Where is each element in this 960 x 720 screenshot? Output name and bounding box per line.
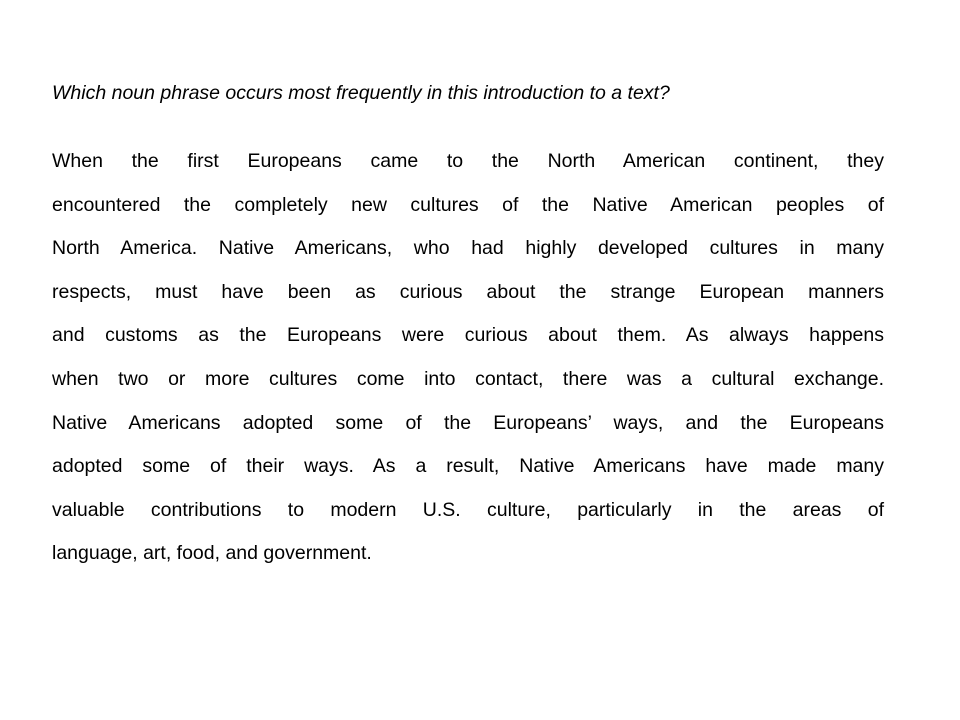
passage-paragraph [52,140,884,576]
passage-line: When the first Europeans came to the North American continent, they [52,150,884,172]
passage-line: encountered the completely new cultures of the Native American peoples of [52,193,884,216]
passage-line: North America. Native Americans, who had highly developed cultures in many [52,237,884,260]
question-text: Which noun phrase occurs most frequently in this introduction to a text? [52,82,670,104]
passage-line: adopted some of their ways. As a result, Native Americans have made many [52,455,884,478]
passage-line: and customs as the Europeans were curious about them. As always happens [52,324,884,347]
passage-line: when two or more cultures come into contact, there was a cultural exchange. [52,367,884,390]
passage-line: Native Americans adopted some of the Europeans’ ways, and the Europeans [52,411,884,434]
passage-line: valuable contributions to modern U.S. culture, particularly in the areas of [52,498,884,521]
passage-line: language, art, food, and government. [52,542,372,565]
passage-line: respects, must have been as curious about the strange European manners [52,280,884,303]
